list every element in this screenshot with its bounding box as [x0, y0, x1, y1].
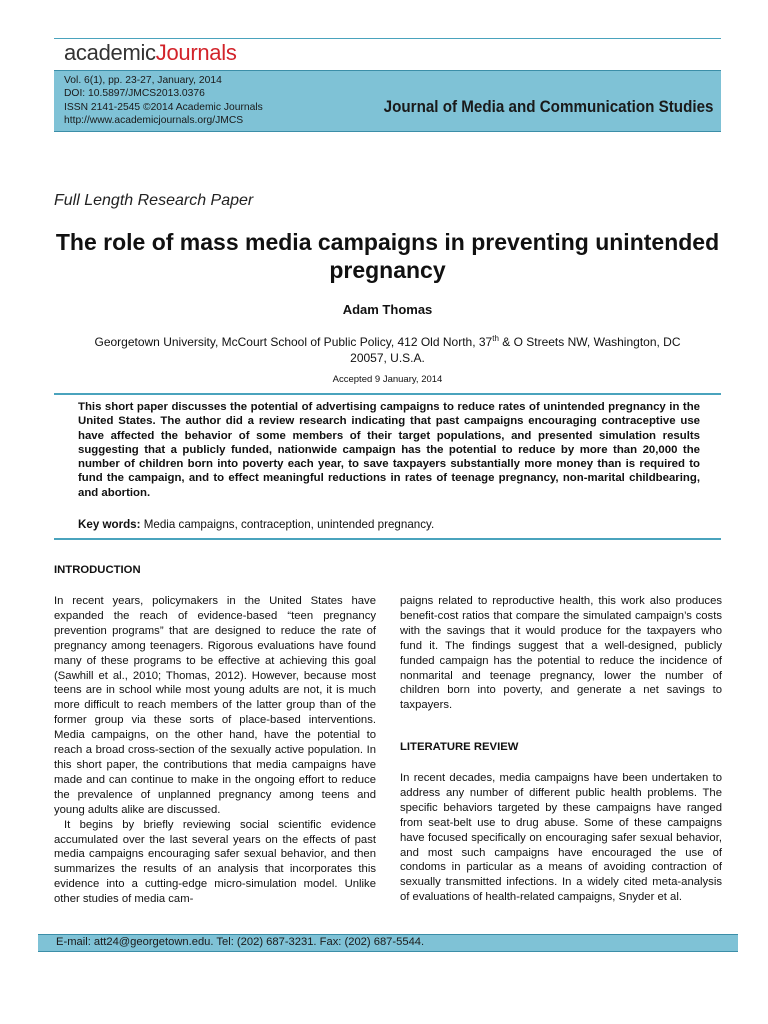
volume-info: Vol. 6(1), pp. 23-27, January, 2014: [64, 75, 222, 86]
abstract: This short paper discusses the potential of advertising campaigns to reduce rates of unintended pregnancy in the United States. The author did a review research indicating that past campaigns encouraging contraceptive use have affected the behavior of some members of their target populations, and presented simulation results suggesting that a publicly funded, nationwide campaign has the potential to reduce by more than 20,000 the number of children born into poverty each year, to save taxpayers substantially more money than is required to fund the campaign, and to effect meaningful reductions in rates of teenage pregnancy, non-marital childbearing, and abortion.: [78, 401, 700, 499]
accepted-date: Accepted 9 January, 2014: [332, 374, 443, 385]
intro-paragraph-2-continued: paigns related to reproductive health, this work also produces benefit-cost ratios that compare the simulated campaign’s costs with the savings that it would produce for the taxpayers who fund it. The findings suggest that a well-designed, publicly funded campaign has the potential to reduce the incidence of nonmarital and teenage pregnancy, lower the number of children born into poverty, and generate a net savings to taxpayers.: [400, 595, 722, 712]
journal-url: http://www.academicjournals.org/JMCS: [64, 114, 244, 126]
author-affiliation: [84, 331, 691, 366]
affiliation-sup: th: [492, 334, 499, 343]
publisher-logo: [64, 40, 237, 66]
literature-review-heading: LITERATURE REVIEW: [400, 741, 519, 753]
doi: DOI: 10.5897/JMCS2013.0376: [64, 88, 205, 100]
paper-title: The role of mass media campaigns in preventing unintended pregnancy: [55, 229, 720, 283]
introduction-heading: INTRODUCTION: [54, 564, 141, 576]
logo-journals: Journals: [155, 40, 237, 65]
abstract-top-rule: [54, 393, 721, 395]
contact-info: E-mail: att24@georgetown.edu. Tel: (202) 687-3231. Fax: (202) 687-5544.: [56, 936, 425, 948]
publication-meta: [64, 74, 263, 127]
keywords-text: Media campaigns, contraception, unintended pregnancy.: [140, 518, 435, 531]
keywords-label: Key words:: [78, 518, 141, 531]
intro-paragraph-2: It begins by briefly reviewing social scientific evidence accumulated over the last several years on the effects of past media campaigns encouraging safer sexual behavior, and then summarizes the results of an analysis that incorporates this evidence into a cutting-edge micro-simulation model. Unlike other studies of media cam-: [54, 818, 376, 906]
footer-band: [38, 934, 738, 952]
author-name: Adam Thomas: [342, 302, 433, 317]
header-rule: [54, 38, 721, 39]
affiliation-text: Georgetown University, McCourt School of Public Policy, 412 Old North, 37: [94, 335, 493, 349]
logo-academic: academic: [64, 40, 156, 65]
abstract-bottom-rule: [54, 538, 721, 540]
issn: ISSN 2141-2545 ©2014 Academic Journals: [64, 101, 263, 113]
literature-paragraph-1: In recent decades, media campaigns have been undertaken to address any number of different public health problems. The specific behaviors targeted by these campaigns have ranged from seat-belt use to drug abuse. Some of these campaigns have focused specifically on encouraging safer sexual behavior, and most such campaigns have encouraged the use of condoms in particular as a means of avoiding contraction of sexually transmitted infections. In a widely cited meta-analysis of evaluations of health-related campaigns, Snyder et al.: [400, 772, 722, 904]
literature-review-body: [400, 771, 722, 905]
keywords: [78, 518, 700, 531]
intro-paragraph-1: In recent years, policymakers in the United States have expanded the reach of evidence-based “teen pregnancy prevention programs” that are designed to reduce the rate of pregnancy among teenagers. Rigorous evaluations have found many of these programs to be effective at achieving this goal (Sawhill et al., 2010; Thomas, 2012). However, because most teens are in school while most young adults are not, it is much more difficult to reach members of the latter group than of the former group via these sorts of place-based interventions. Media campaigns, on the other hand, have the potential to reach a broad cross-section of the sexually active population. In this short paper, the contributions that media campaigns have made and can continue to make in the ongoing effort to reduce the prevalence of unplanned pregnancy among teens and young adults alike are discussed.: [54, 595, 376, 816]
journal-title: Journal of Media and Communication Studies: [383, 98, 713, 116]
affiliation-text-end: & O Streets NW, Washington, DC 20057, U.S.A.: [350, 335, 681, 365]
left-column: [54, 594, 376, 907]
paper-type: Full Length Research Paper: [54, 192, 254, 209]
right-column: [400, 594, 722, 713]
journal-header-band: [54, 70, 721, 132]
